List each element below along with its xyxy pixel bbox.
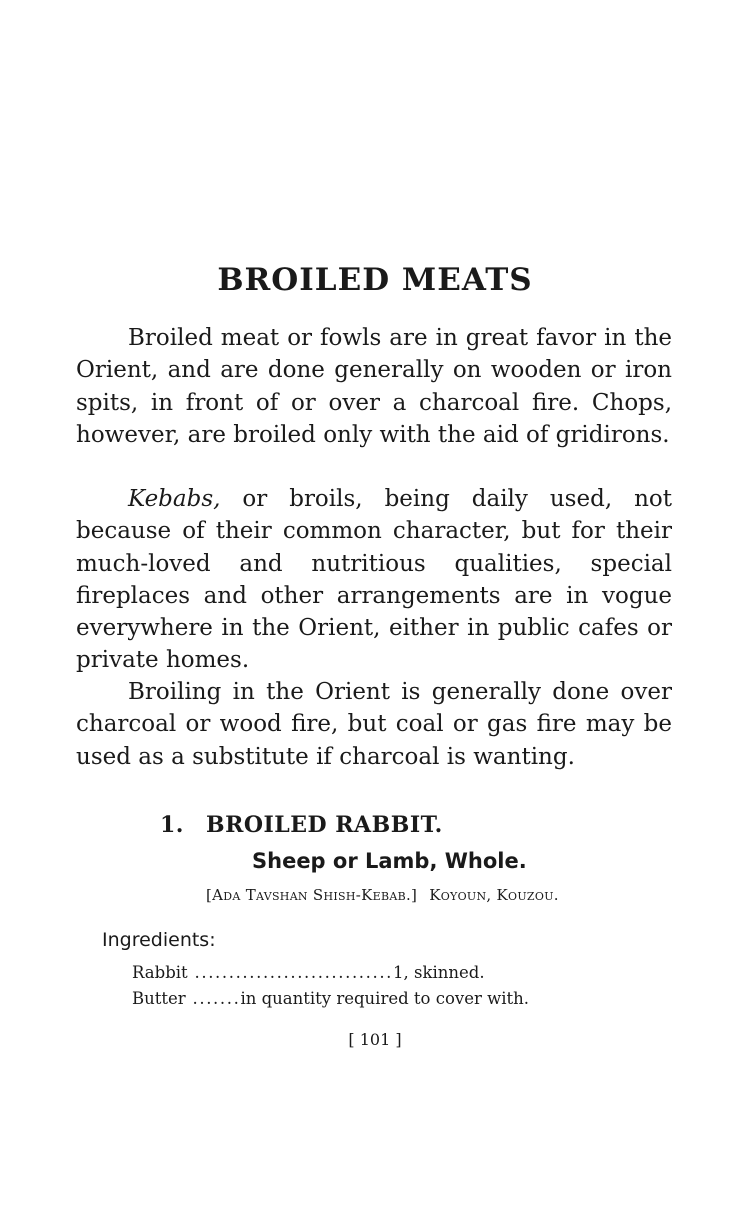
page-title: BROILED MEATS — [217, 262, 533, 298]
recipe-subtitle: Sheep or Lamb, Whole. — [252, 849, 527, 873]
paragraph-broiling — [76, 676, 672, 773]
paragraph-kebabs — [76, 483, 672, 677]
recipe-heading — [160, 812, 443, 838]
ingredient-quantity: 1, skinned. — [393, 963, 485, 982]
ingredient-row — [132, 963, 485, 982]
paragraph-text: Broiled meat or fowls are in great favor in the Orient, and are done generally on wooden or iron spits, in front of or over a charcoal fire. Chops, however, are broiled only with the aid of gridirons. — [76, 325, 672, 448]
ingredient-quantity: in quantity required to cover with. — [240, 989, 530, 1008]
ingredients-label: Ingredients: — [102, 929, 216, 951]
paragraph-intro — [76, 322, 672, 451]
recipe-native-name: [Ada Tavshan Shish-Kebab.] — [206, 886, 418, 904]
ingredient-leader-dots: ............................. — [187, 963, 394, 982]
recipe-name: BROILED RABBIT. — [205, 812, 443, 838]
ingredient-leader-dots: ....... — [185, 989, 241, 1008]
ingredient-row — [132, 989, 529, 1008]
recipe-native-names — [206, 886, 559, 904]
paragraph-lead-italic: Kebabs, — [128, 486, 221, 512]
paragraph-text: Broiling in the Orient is generally done over charcoal or wood fire, but coal or gas fire may be used as a substitute if charcoal is wanting. — [76, 679, 672, 770]
ingredient-item: Butter — [132, 989, 186, 1008]
paragraph-text: or broils, being daily used, not because of their common character, but for their much-loved and nutritious qualities, special fireplaces and other arrangements are in vogue everywhere in the Orient, either in public cafes or private homes. — [76, 486, 672, 674]
recipe-alt-names: Koyoun, Kouzou. — [429, 886, 559, 904]
recipe-number: 1. — [160, 812, 184, 838]
ingredient-item: Rabbit — [132, 963, 188, 982]
page-number: [ 101 ] — [348, 1030, 402, 1049]
